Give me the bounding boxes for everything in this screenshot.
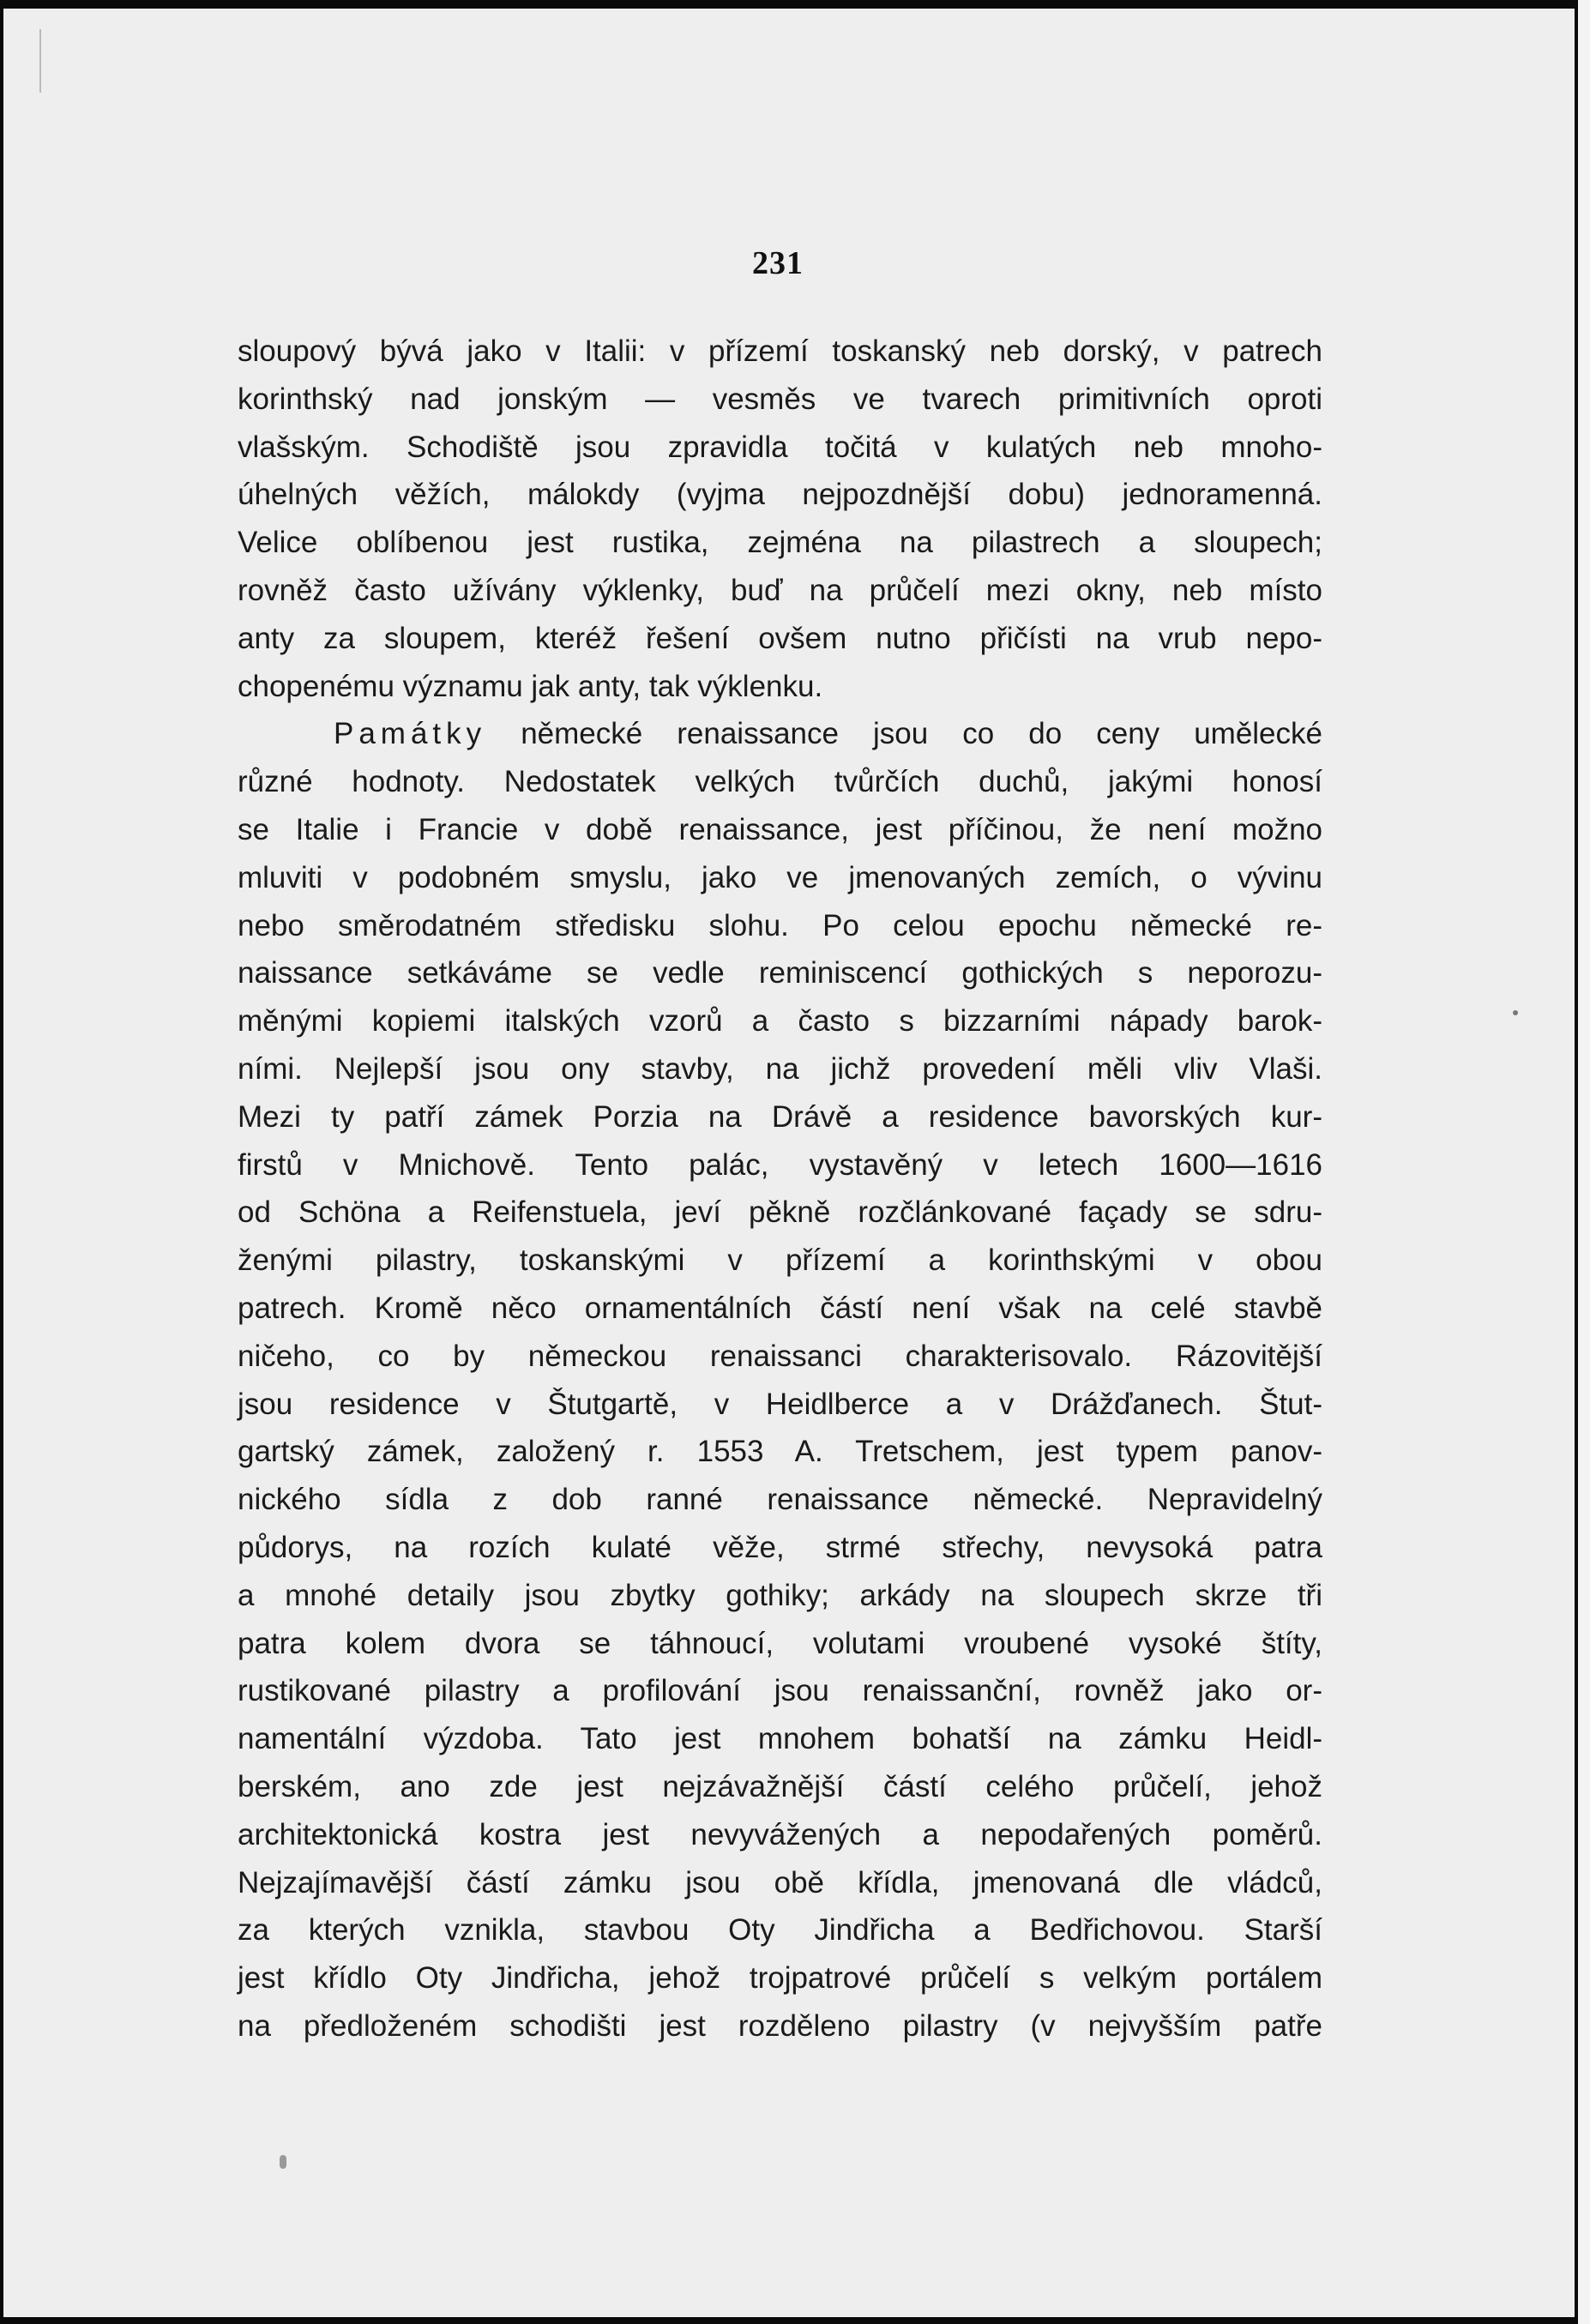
text-line: mluviti v podobném smyslu, jako ve jmenovaných zemích, o vývinu — [238, 860, 1322, 894]
text-line: vlašským. Schodiště jsou zpravidla točitá v kulatých neb mnoho- — [238, 430, 1322, 464]
text-line: různé hodnoty. Nedostatek velkých tvůrčích duchů, jakými honosí — [238, 765, 1322, 799]
book-page — [3, 9, 1575, 2317]
scan-speck — [280, 2155, 286, 2169]
emphasized-term: Památky — [334, 717, 487, 751]
text-line: naissance setkáváme se vedle reminiscencí gothických s neporozu- — [238, 956, 1322, 990]
text-line: firstů v Mnichově. Tento palác, vystavěný v letech 1600—1616 — [238, 1147, 1322, 1182]
text-line: sloupový bývá jako v Italii: v přízemí toskanský neb dorský, v patrech — [238, 334, 1322, 368]
scan-edge-mark — [39, 29, 41, 93]
text-line: patra kolem dvora se táhnoucí, volutami vroubené vysoké štíty, — [238, 1626, 1322, 1660]
body-text — [238, 328, 1322, 2050]
text-line: rovněž často užívány výklenky, buď na průčelí mezi okny, neb místo — [238, 573, 1322, 607]
text-line: ženými pilastry, toskanskými v přízemí a korinthskými v obou — [238, 1243, 1322, 1278]
text-line: na předloženém schodišti jest rozděleno pilastry (v nejvyšším patře — [238, 2008, 1322, 2043]
text-line: nebo směrodatném středisku slohu. Po celou epochu německé re- — [238, 908, 1322, 942]
text-line: a mnohé detaily jsou zbytky gothiky; arkády na sloupech skrze tři — [238, 1578, 1322, 1612]
text-line: se Italie i Francie v době renaissance, jest příčinou, že není možno — [238, 812, 1322, 846]
text-line: půdorys, na rozích kulaté věže, strmé střechy, nevysoká patra — [238, 1530, 1322, 1564]
text-line: ními. Nejlepší jsou ony stavby, na jichž provedení měli vliv Vlaši. — [238, 1051, 1322, 1086]
text-line: Mezi ty patří zámek Porzia na Drávě a residence bavorských kur- — [238, 1099, 1322, 1134]
text-line: gartský zámek, založený r. 1553 A. Tretschem, jest typem panov- — [238, 1435, 1322, 1469]
text-line: za kterých vznikla, stavbou Oty Jindřicha a Bedřichovou. Starší — [238, 1913, 1322, 1948]
paragraph-2 — [238, 710, 1322, 2050]
text-line: měnými kopiemi italských vzorů a často s bizzarními nápady barok- — [238, 1004, 1322, 1039]
text-line: Velice oblíbenou jest rustika, zejména na pilastrech a sloupech; — [238, 526, 1322, 560]
page-number: 231 — [752, 245, 804, 281]
text-line: chopenému významu jak anty, tak výklenku. — [238, 669, 823, 703]
text-line: patrech. Kromě něco ornamentálních částí není však na celé stavbě — [238, 1291, 1322, 1325]
text-line: jest křídlo Oty Jindřicha, jehož trojpatrové průčelí s velkým portálem — [238, 1961, 1322, 1996]
text-line: od Schöna a Reifenstuela, jeví pěkně rozčlánkované façady se sdru- — [238, 1195, 1322, 1230]
text-line: ničeho, co by německou renaissanci charakterisovalo. Rázovitější — [238, 1339, 1322, 1373]
text-line: rustikované pilastry a profilování jsou renaissanční, rovněž jako or- — [238, 1674, 1322, 1708]
text-line: úhelných věžích, málokdy (vyjma nejpozdnější dobu) jednoramenná. — [238, 478, 1322, 512]
paragraph-opening-line — [238, 710, 1322, 758]
text-fragment: německé renaissance jsou co do ceny umělecké — [521, 717, 1322, 751]
text-line: nického sídla z dob ranné renaissance německé. Nepravidelný — [238, 1483, 1322, 1517]
scan-border — [1578, 0, 1590, 2324]
text-line: namentální výzdoba. Tato jest mnohem bohatší na zámku Heidl- — [238, 1722, 1322, 1756]
text-line: anty za sloupem, kteréž řešení ovšem nutno přičísti na vrub nepo- — [238, 621, 1322, 655]
text-line: architektonická kostra jest nevyvážených a nepodařených poměrů. — [238, 1817, 1322, 1851]
text-line: jsou residence v Štutgartě, v Heidlberce a v Drážďanech. Štut- — [238, 1387, 1322, 1421]
text-line: korinthský nad jonským — vesměs ve tvarech primitivních oproti — [238, 382, 1322, 416]
text-line: berském, ano zde jest nejzávažnější částí celého průčelí, jehož — [238, 1769, 1322, 1803]
paragraph-1 — [238, 328, 1322, 710]
text-line: Nejzajímavější částí zámku jsou obě křídla, jmenovaná dle vládců, — [238, 1865, 1322, 1900]
scan-speck — [1513, 1010, 1518, 1015]
